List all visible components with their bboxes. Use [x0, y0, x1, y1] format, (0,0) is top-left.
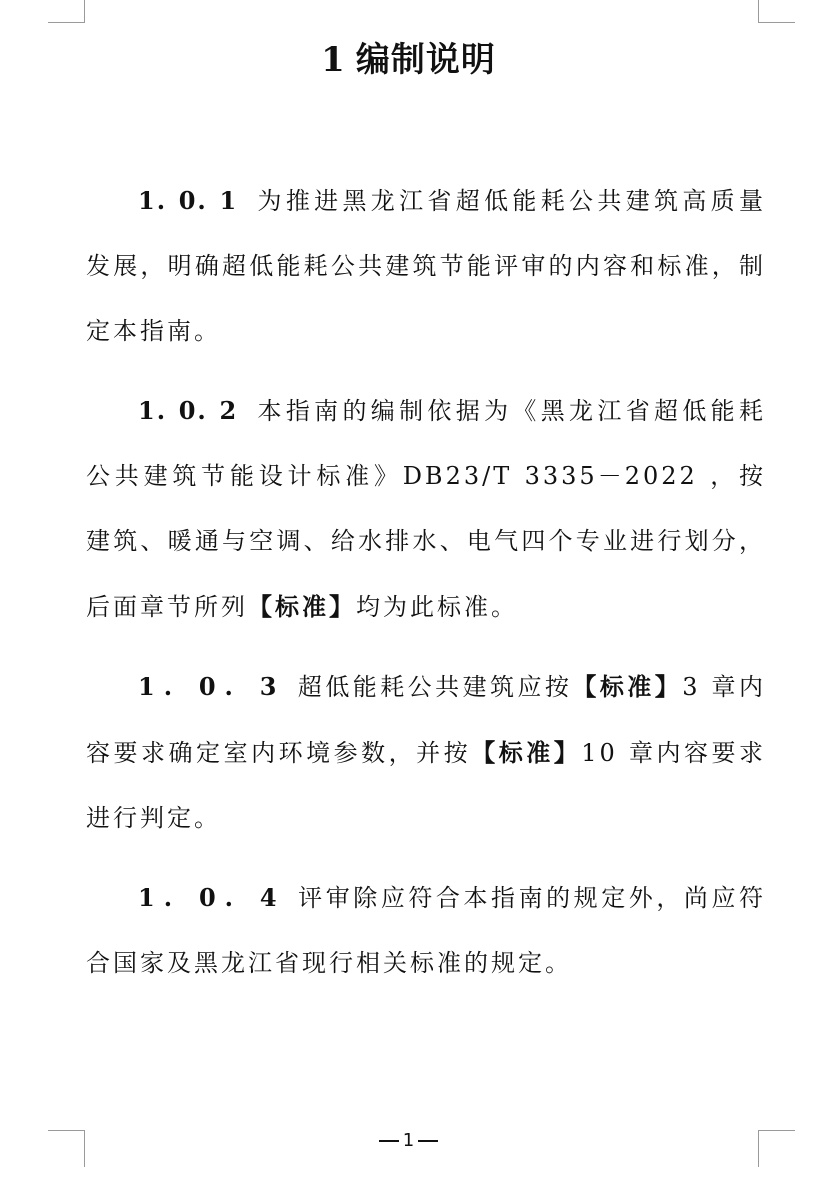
- standard-reference: 【标准】: [572, 672, 683, 701]
- clause-text: 3 章内容要求确定室内环境参数，并按: [86, 673, 767, 767]
- clause-number: 1. 0. 4: [138, 883, 286, 912]
- standard-reference: 【标准】: [471, 738, 582, 767]
- clause-1-0-4: [86, 865, 766, 996]
- clause-number: 1. 0. 1: [138, 186, 239, 215]
- clause-text: 评审除应符合本指南的规定外，尚应符合国家及黑龙江省现行相关标准的规定。: [86, 884, 766, 977]
- page-number: 1: [402, 1130, 415, 1151]
- footer-dash-right: [418, 1140, 438, 1142]
- crop-mark-top-right: [758, 0, 795, 23]
- clause-1-0-2: [86, 378, 766, 640]
- clause-text: 均为此标准。: [356, 593, 518, 621]
- clause-1-0-1: [86, 168, 766, 364]
- clause-number: 1. 0. 2: [138, 396, 239, 425]
- page-footer: [0, 1126, 817, 1156]
- document-body: [86, 168, 766, 1010]
- crop-mark-top-left: [48, 0, 85, 23]
- footer-dash-left: [379, 1140, 399, 1142]
- clause-text: 超低能耗公共建筑应按: [297, 673, 573, 701]
- clause-1-0-3: [86, 654, 766, 851]
- section-title-text: 编制说明: [355, 40, 496, 80]
- standard-reference: 【标准】: [248, 592, 356, 621]
- section-title: [0, 36, 817, 84]
- clause-number: 1. 0. 3: [138, 672, 286, 701]
- section-number: 1: [321, 40, 346, 80]
- clause-text: 为推进黑龙江省超低能耗公共建筑高质量发展，明确超低能耗公共建筑节能评审的内容和标准，制定本指南。: [86, 187, 766, 345]
- clause-text: 本指南的编制依据为《黑龙江省超低能耗公共建筑节能设计标准》DB23/T 3335－2022 ，按建筑、暖通与空调、给水排水、电气四个专业进行划分，后面章节所列: [86, 397, 766, 621]
- clause-text: 10 章内容要求进行判定。: [86, 739, 767, 832]
